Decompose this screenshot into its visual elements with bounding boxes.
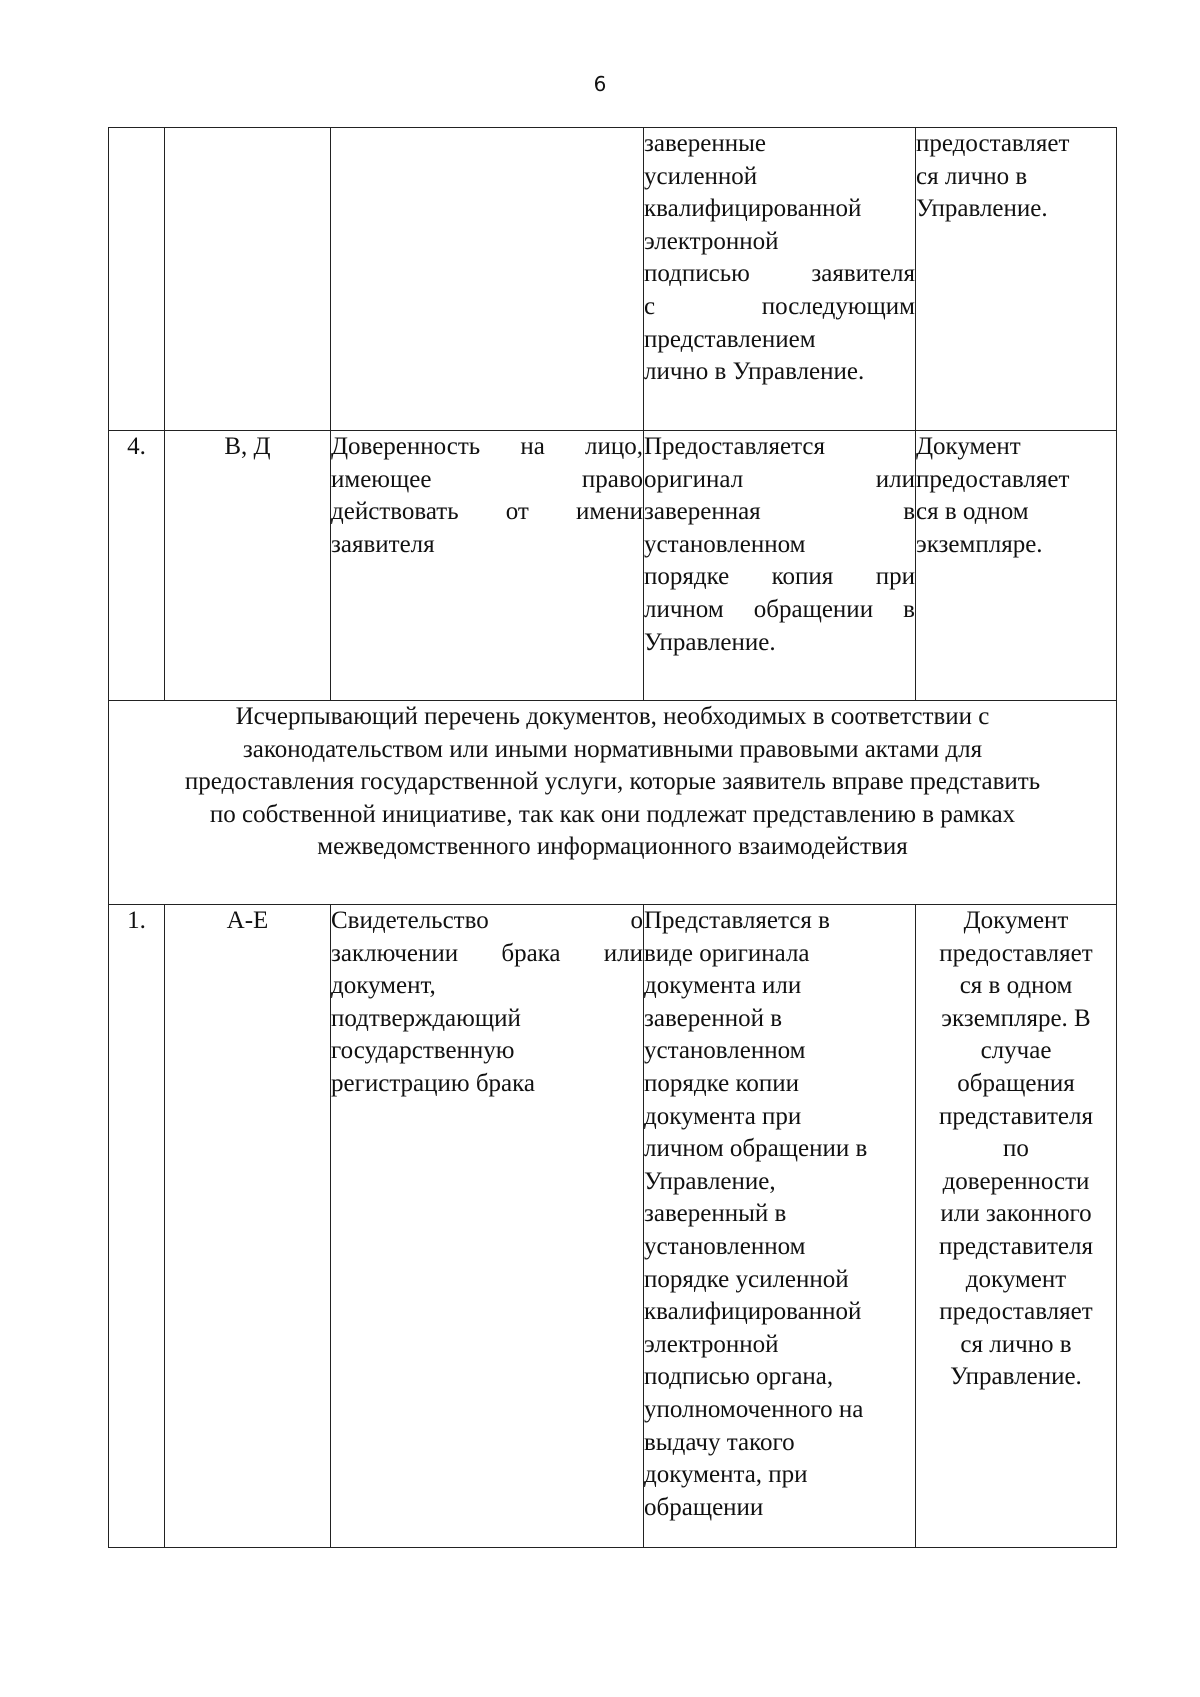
text-line: документ, — [331, 972, 436, 1000]
text-line: заверенная в — [644, 498, 915, 526]
row-number-cell: 1. — [109, 905, 165, 1548]
text-line: порядке копии — [644, 1069, 799, 1097]
text-line: ся в одном — [959, 972, 1073, 1000]
text-line: государственную — [331, 1037, 515, 1065]
text-line: обращения — [957, 1069, 1075, 1097]
text-line: электронной — [644, 227, 779, 255]
text-line: Документ — [963, 907, 1069, 934]
text-line: предоставления государственной услуги, которые заявитель вправе представить — [184, 768, 1041, 796]
text-line: документа при — [644, 1102, 802, 1130]
text-line: Управление. — [916, 195, 1048, 223]
text-line: с последующим — [644, 292, 915, 320]
document-name-cell — [331, 431, 644, 701]
text-line: усиленной — [644, 162, 758, 190]
text-line: документа или — [644, 972, 802, 1000]
text-line: документ — [965, 1265, 1067, 1293]
document-requirements-cell — [644, 905, 916, 1548]
text-line: заверенный в — [644, 1200, 787, 1228]
text-line: Документ — [916, 433, 1021, 460]
text-line: ся лично в — [960, 1330, 1072, 1358]
text-line: личном обращении в — [644, 595, 915, 623]
text-line: виде оригинала — [644, 939, 810, 967]
text-line: заверенной в — [644, 1004, 783, 1032]
text-line: регистрацию брака — [331, 1069, 536, 1097]
text-line: представителя — [939, 1102, 1093, 1130]
applicant-category-cell — [165, 128, 331, 431]
text-line: выдачу такого — [644, 1428, 795, 1456]
applicant-category-cell: В, Д — [165, 431, 331, 701]
text-line: представителя — [939, 1232, 1093, 1260]
text-line: квалифицированной — [644, 195, 862, 223]
text-line: имеющее право — [331, 465, 643, 493]
text-line: законодательством или иными нормативными правовыми актами для — [242, 735, 983, 763]
text-line: случае — [980, 1037, 1052, 1065]
section-heading — [109, 701, 1117, 905]
text-line: подтверждающий — [331, 1004, 521, 1032]
text-line: Управление. — [950, 1363, 1082, 1391]
text-line: документа, при — [644, 1461, 808, 1489]
text-line: заявителя — [331, 530, 435, 558]
document-requirements-cell — [644, 128, 916, 431]
row-number-cell: 4. — [109, 431, 165, 701]
text-line: порядке усиленной — [644, 1265, 849, 1293]
document-note-cell — [916, 905, 1117, 1548]
row-number-cell — [109, 128, 165, 431]
text-line: подписью органа, — [644, 1363, 834, 1391]
text-line: заверенные — [644, 130, 766, 157]
table-row — [109, 431, 1117, 701]
text-line: экземпляре. В — [941, 1004, 1091, 1032]
text-line: предоставляет — [916, 130, 1070, 157]
text-line: электронной — [644, 1330, 779, 1358]
text-line: по — [1003, 1135, 1029, 1163]
text-line: представлением — [644, 325, 816, 353]
text-line: оригинал или — [644, 465, 915, 493]
text-line: Свидетельство о — [331, 907, 643, 934]
text-line: квалифицированной — [644, 1298, 862, 1326]
text-line: Представляется в — [644, 907, 830, 934]
document-requirements-cell — [644, 431, 916, 701]
text-line: экземпляре. — [916, 530, 1043, 558]
table-row — [109, 128, 1117, 431]
text-line: ся лично в — [916, 162, 1028, 190]
documents-table — [108, 127, 1117, 1548]
text-line: Исчерпывающий перечень документов, необходимых в соответствии с — [235, 703, 990, 730]
text-line: установленном — [644, 1232, 806, 1260]
text-line: заключении брака или — [331, 939, 643, 967]
document-name-cell — [331, 128, 644, 431]
text-line: или законного — [940, 1200, 1092, 1228]
section-heading-row — [109, 701, 1117, 905]
text-line: установленном — [644, 1037, 806, 1065]
text-line: действовать от имени — [331, 498, 643, 526]
text-line: Предоставляется — [644, 433, 825, 460]
text-line: ся в одном — [916, 498, 1029, 526]
text-line: личном обращении в — [644, 1135, 868, 1163]
text-line: Управление. — [644, 628, 776, 656]
text-line: Доверенность на лицо, — [331, 433, 643, 460]
applicant-category-cell: А-Е — [165, 905, 331, 1548]
text-line: предоставляет — [939, 939, 1093, 967]
text-line: уполномоченного на — [644, 1395, 864, 1423]
text-line: установленном — [644, 530, 806, 558]
text-line: предоставляет — [939, 1298, 1093, 1326]
text-line: межведомственного информационного взаимодействия — [317, 833, 908, 861]
page-number: 6 — [593, 72, 607, 96]
text-line: доверенности — [942, 1167, 1090, 1195]
text-line: обращении — [644, 1493, 764, 1521]
document-name-cell — [331, 905, 644, 1548]
document-note-cell — [916, 128, 1117, 431]
text-line: лично в Управление. — [644, 358, 865, 386]
table-row — [109, 905, 1117, 1548]
document-note-cell — [916, 431, 1117, 701]
text-line: подписью заявителя — [644, 260, 915, 288]
text-line: по собственной инициативе, так как они подлежат представлению в рамках — [209, 800, 1016, 828]
text-line: Управление, — [644, 1167, 776, 1195]
text-line: предоставляет — [916, 465, 1070, 493]
text-line: порядке копия при — [644, 563, 915, 591]
